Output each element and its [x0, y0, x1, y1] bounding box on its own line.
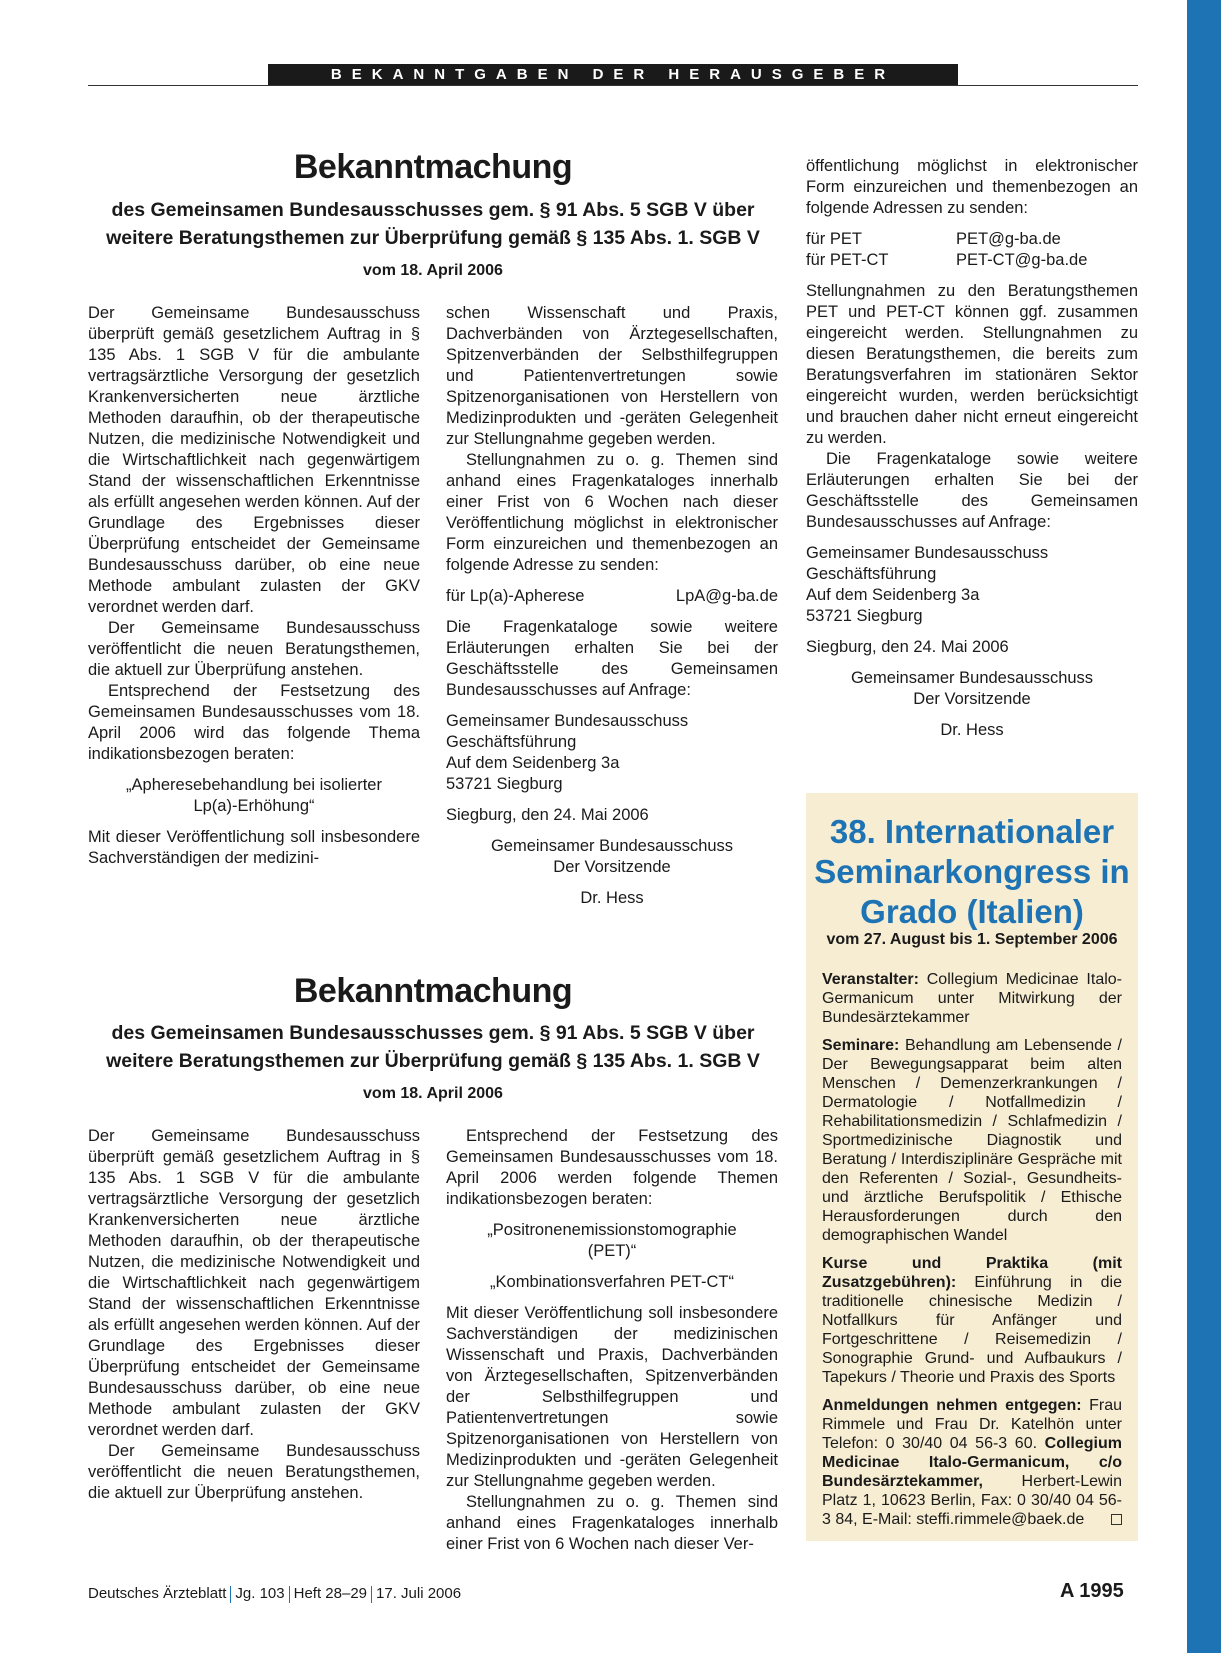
paragraph: Die Fragenkataloge sowie weitere Erläuterungen erhalten Sie bei der Geschäftsstelle des Gemeinsamen Bundesausschusses auf Anfrage: — [446, 618, 778, 699]
address-label: für Lp(a)-Apherese — [446, 587, 585, 605]
email-link[interactable]: PET@g-ba.de — [956, 230, 1061, 248]
address-line: Gemeinsamer Bundesausschuss — [806, 544, 1049, 562]
paragraph: Der Gemeinsame Bundesausschuss überprüft gemäß gesetzlichem Auftrag in § 135 Abs. 1 SGB V für die ambulante vertragsärztliche Versorgung der gesetzlich Krankenversicherten neue ärztliche Methoden daraufhin, ob der therapeutische Nutzen, die medizinische Notwendigkeit und die Wirtschaftlichkeit nach gegenwärtigem Stand der wissenschaftlichen Erkenntnisse als erfüllt angesehen werden können. Auf der Grundlage des Ergebnisses dieser Überprüfung entscheidet der Gemeinsame Bundesausschuss darüber, ob eine neue Methode ambulant zulasten der GKV verordnet werden darf. — [88, 304, 420, 616]
signature-role: Der Vorsitzende — [913, 690, 1031, 708]
registration-label: Anmeldungen nehmen entgegen: — [822, 1397, 1082, 1414]
address-label: für PET — [806, 230, 862, 248]
address-line: Gemeinsamer Bundesausschuss — [446, 712, 689, 730]
paragraph: Mit dieser Veröffentlichung soll insbesondere Sachverständigen der medizinischen Wissenschaft und Praxis, Dachverbänden von Ärztegesellschaften, Spitzenverbänden der Selbsthilfegruppen und Patientenvertretungen sowie Spitzenorganisationen von Herstellern von Medizinprodukten und -geräten Gelegenheit zur Stellungnahme gegeben werden. — [446, 1304, 778, 1490]
registration-text: Frau Rimmele und Frau Dr. Katelhön unter Telefon: 0 30/40 04 56-3 60. — [822, 1397, 1122, 1452]
paragraph: Die Fragenkataloge sowie weitere Erläuterungen erhalten Sie bei der Geschäftsstelle des Gemeinsamen Bundesausschusses auf Anfrage: — [806, 450, 1138, 531]
registration-org: Collegium Medicinae Italo-Germanicum, c/o Bundesärztekammer, — [822, 1435, 1122, 1490]
seminar-date: vom 27. August bis 1. September 2006 — [826, 931, 1118, 948]
paragraph: Stellungnahmen zu o. g. Themen sind anhand eines Fragenkataloges innerhalb einer Frist von 6 Wochen nach dieser Ver- — [446, 1493, 778, 1553]
address-row — [806, 250, 1138, 271]
notice2-column-1 — [88, 1126, 420, 1504]
registration-contact: Herbert-Lewin Platz 1, 10623 Berlin, Fax: 0 30/40 04 56-3 84, E-Mail: steffi.rimmele@baek.de — [822, 1473, 1122, 1528]
seminar-body — [822, 970, 1122, 1538]
paragraph: Der Gemeinsame Bundesausschuss veröffentlicht die neuen Beratungsthemen, die aktuell zur Überprüfung anstehen. — [88, 619, 420, 679]
end-square-icon — [1111, 1514, 1122, 1525]
paragraph: Der Gemeinsame Bundesausschuss überprüft gemäß gesetzlichem Auftrag in § 135 Abs. 1 SGB V für die ambulante vertragsärztliche Versorgung der gesetzlich Krankenversicherten neue ärztliche Methoden daraufhin, ob der therapeutische Nutzen, die medizinische Notwendigkeit und die Wirtschaftlichkeit nach gegenwärtigem Stand der wissenschaftlichen Erkenntnisse als erfüllt angesehen werden können. Auf der Grundlage des Ergebnisses dieser Überprüfung entscheidet der Gemeinsame Bundesausschuss darüber, ob eine neue Methode ambulant zulasten der GKV verordnet werden darf. — [88, 1127, 420, 1439]
section-header: BEKANNTGABEN DER HERAUSGEBER — [268, 64, 958, 86]
address-row — [446, 586, 778, 607]
paragraph: Entsprechend der Festsetzung des Gemeinsamen Bundesausschusses vom 18. April 2006 werden folgende Themen indikationsbezogen beraten: — [446, 1127, 778, 1208]
postal-address — [446, 711, 778, 795]
notice2-title: Bekanntmachung — [293, 972, 573, 1010]
seminar-title — [806, 812, 1138, 932]
place-date: Siegburg, den 24. Mai 2006 — [446, 806, 649, 824]
courses-label: Kurse und Praktika (mit Zusatzgebühren): — [822, 1255, 1122, 1291]
seminar-title-line: 38. Internationaler — [829, 813, 1115, 850]
paragraph: öffentlichung möglichst in elektronischer Form einzureichen und themenbezogen an folgende Adressen zu senden: — [806, 157, 1138, 217]
email-link[interactable]: LpA@g-ba.de — [675, 587, 778, 605]
address-line: Geschäftsführung — [446, 733, 577, 751]
issue: Heft 28–29 — [293, 1585, 368, 1602]
courses-paragraph — [822, 1254, 1122, 1387]
address-line: Auf dem Seidenberg 3a — [806, 586, 980, 604]
notice1-column-2 — [446, 303, 778, 909]
address-line: 53721 Siegburg — [806, 607, 923, 625]
paragraph: Der Gemeinsame Bundesausschuss veröffentlicht die neuen Beratungsthemen, die aktuell zur Überprüfung anstehen. — [88, 1442, 420, 1502]
paragraph: Stellungnahmen zu den Beratungsthemen PET und PET-CT können ggf. zusammen eingereicht werden. Stellungnahmen zu diesen Beratungsthemen, die bereits zum Beratungsverfahren im stationären Sektor eingereicht wurden, werden berücksichtigt und brauchen daher nicht erneut eingereicht zu werden. — [806, 282, 1138, 447]
notice1-column-1 — [88, 303, 420, 869]
notice1-subtitle-line1: des Gemeinsamen Bundesausschusses gem. § 91 Abs. 5 SGB V über — [111, 199, 755, 221]
notice2-column-2 — [446, 1126, 778, 1555]
separator — [230, 1586, 231, 1603]
volume: Jg. 103 — [235, 1585, 285, 1602]
notice1-date: vom 18. April 2006 — [363, 262, 503, 279]
notice2-date: vom 18. April 2006 — [363, 1085, 503, 1102]
notice1-subtitle-line2: weitere Beratungsthemen zur Überprüfung gemäß § 135 Abs. 1. SGB V — [106, 227, 760, 249]
postal-address — [806, 543, 1138, 627]
notice2-column-3 — [806, 156, 1138, 741]
separator — [289, 1586, 290, 1603]
signature-org: Gemeinsamer Bundesausschuss — [490, 837, 734, 855]
paragraph: Entsprechend der Festsetzung des Gemeinsamen Bundesausschusses vom 18. April 2006 wird das folgende Thema indikationsbezogen beraten: — [88, 682, 420, 763]
notice2-subtitle-line2: weitere Beratungsthemen zur Überprüfung gemäß § 135 Abs. 1. SGB V — [106, 1050, 760, 1072]
seminars-paragraph — [822, 1036, 1122, 1245]
signature-role: Der Vorsitzende — [553, 858, 671, 876]
seminar-title-line: Seminarkongress in — [814, 853, 1130, 890]
organizer-label: Veranstalter: — [822, 971, 919, 988]
journal-name: Deutsches Ärzteblatt — [88, 1585, 227, 1602]
courses-text: Einführung in die traditionelle chinesische Medizin / Notfallkurs für Anfänger und Fortgeschrittene / Reisemedizin / Sonographie Grund- und Aufbaukurs / Tapekurs / Theorie und Praxis des Sports — [822, 1274, 1122, 1386]
seminar-title-line: Grado (Italien) — [860, 893, 1084, 930]
address-label: für PET-CT — [806, 251, 889, 269]
signature-name: Dr. Hess — [940, 721, 1004, 739]
email-link[interactable]: PET-CT@g-ba.de — [956, 251, 1088, 269]
registration-paragraph — [822, 1396, 1122, 1529]
topic-quote: „Positronenemissionstomographie (PET)“ — [487, 1221, 737, 1260]
side-color-bar — [1187, 0, 1221, 1653]
organizer-paragraph — [822, 970, 1122, 1027]
seminars-text: Behandlung am Lebensende / Der Bewegungsapparat beim alten Menschen / Demenzerkrankungen / Dermatologie / Notfallmedizin / Rehabilitationsmedizin / Schlafmedizin / Sportmedizinische Diagnostik und Beratung / Interdisziplinäre Gespräche mit den Referenten / Sozial-, Gesundheits- und ärztliche Berufspolitik / Ethische Herausforderungen durch den demographischen Wandel — [822, 1037, 1122, 1244]
issue-date: 17. Juli 2006 — [376, 1585, 462, 1602]
topic-quote: „Kombinationsverfahren PET-CT“ — [490, 1273, 734, 1291]
address-line: 53721 Siegburg — [446, 775, 563, 793]
place-date: Siegburg, den 24. Mai 2006 — [806, 638, 1009, 656]
address-line: Geschäftsführung — [806, 565, 937, 583]
paragraph: Mit dieser Veröffentlichung soll insbesondere Sachverständigen der medizini- — [88, 828, 420, 867]
topic-quote: „Apheresebehandlung bei isolierter Lp(a)-Erhöhung“ — [126, 776, 382, 815]
paragraph: schen Wissenschaft und Praxis, Dachverbänden von Ärztegesellschaften, Spitzenverbänden der Selbsthilfegruppen und Patientenvertretungen sowie Spitzenorganisationen von Herstellern von Medizinprodukten und -geräten Gelegenheit zur Stellungnahme gegeben werden. — [446, 304, 778, 448]
paragraph: Stellungnahmen zu o. g. Themen sind anhand eines Fragenkataloges innerhalb einer Frist von 6 Wochen nach dieser Veröffentlichung möglichst in elektronischer Form einzureichen und themenbezogen an folgende Adresse zu senden: — [446, 451, 778, 574]
signature-org: Gemeinsamer Bundesausschuss — [850, 669, 1094, 687]
seminars-label: Seminare: — [822, 1037, 900, 1054]
header-rule — [88, 85, 1138, 86]
separator — [371, 1586, 372, 1603]
address-line: Auf dem Seidenberg 3a — [446, 754, 620, 772]
address-row — [806, 229, 1138, 250]
notice1-title: Bekanntmachung — [293, 148, 573, 186]
organizer-text: Collegium Medicinae Italo-Germanicum unter Mitwirkung der Bundesärztekammer — [822, 971, 1122, 1026]
notice2-subtitle-line1: des Gemeinsamen Bundesausschusses gem. § 91 Abs. 5 SGB V über — [111, 1022, 755, 1044]
page-number: A 1995 — [1060, 1580, 1124, 1602]
signature-name: Dr. Hess — [580, 889, 644, 907]
footer — [88, 1585, 461, 1603]
